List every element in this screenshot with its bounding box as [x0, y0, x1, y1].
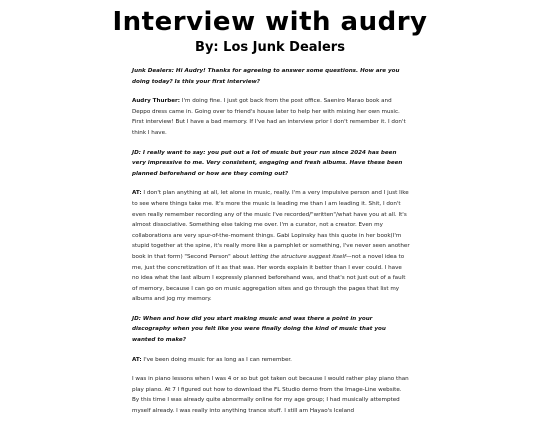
answer-paragraph — [132, 96, 410, 138]
answer-paragraph — [132, 188, 410, 305]
speaker-label: JD: — [132, 149, 141, 156]
interview-body — [132, 66, 410, 426]
speaker-label: Junk Dealers: — [132, 68, 174, 74]
question-paragraph — [132, 148, 410, 180]
answer-text: I don't plan anything at all, let alone in music, really. I'm a very impulsive person and I just like to see where things take me. It's more the music is leading me than I am leading it. Shit, I don't even really remember recording any of the music I've recorded/"written"/what have you at all. It's almost dissociative. Something else taking me over. I'm a curator, not a creator. Even my collaborations are very spur-of-the-moment things. Gabi Lopinsky has this quote in her book(I'm stupid together at the spine, it's really more like a pamphlet or something, I've never seen another book in that form) "Second Person" about — [132, 190, 410, 260]
speaker-label: Audry Thurber: — [132, 98, 181, 105]
speaker-label: JD: — [132, 315, 141, 322]
answer-text: —not a novel idea to me, just the concretization of it as that was. Her words explain it better than I ever could. I have no idea what the last album I expressly planned beforehand was, and that's not just out of a fault of memory, because I can go on music aggregation sites and go through the pages that list my albums and jog my memory. — [132, 253, 406, 303]
speaker-label: AT: — [132, 190, 142, 197]
answer-text: I'm doing fine. I just got back from the post office. Saeniro Marao book and Deppo dress came in. Going over to friend's house later to help her with mixing her own music. First interview! But I have a bad memory. If I've had an interview prior I don't remember it. I don't think I have. — [132, 98, 406, 136]
answer-paragraph — [132, 374, 410, 416]
question-paragraph — [132, 66, 410, 87]
document-title: Interview with audry — [112, 7, 428, 37]
question-text: Hi Audry! Thanks for agreeing to answer some questions. How are you doing today? Is this your first interview? — [132, 68, 400, 85]
answer-text: I was in piano lessons when I was 4 or so but got taken out because I would rather play piano than play piano. At 7 I figured out how to download the FL Studio demo from the Image-Line website. By this time I was already quite abnormally online for my age group; I had musically attempted myself already. I was really into anything trance stuff. I still am Hayao's Iceland — [132, 376, 409, 415]
question-text: I really want to say: you put out a lot of music but your run since 2024 has been very impressive to me. Very consistent, engaging and fresh albums. Have these been planned beforehand or how are they coming out? — [132, 149, 403, 177]
document-byline: By: Los Junk Dealers — [195, 40, 345, 55]
answer-quote-italic: letting the structure suggest itself — [250, 253, 347, 260]
question-text: When and how did you start making music and was there a point in your discography when you felt like you were finally doing the kind of music that you wanted to make? — [132, 315, 386, 344]
answer-paragraph — [132, 355, 410, 366]
question-paragraph — [132, 314, 410, 346]
speaker-label: AT: — [132, 356, 142, 363]
answer-text: I've been doing music for as long as I can remember. — [141, 356, 292, 363]
